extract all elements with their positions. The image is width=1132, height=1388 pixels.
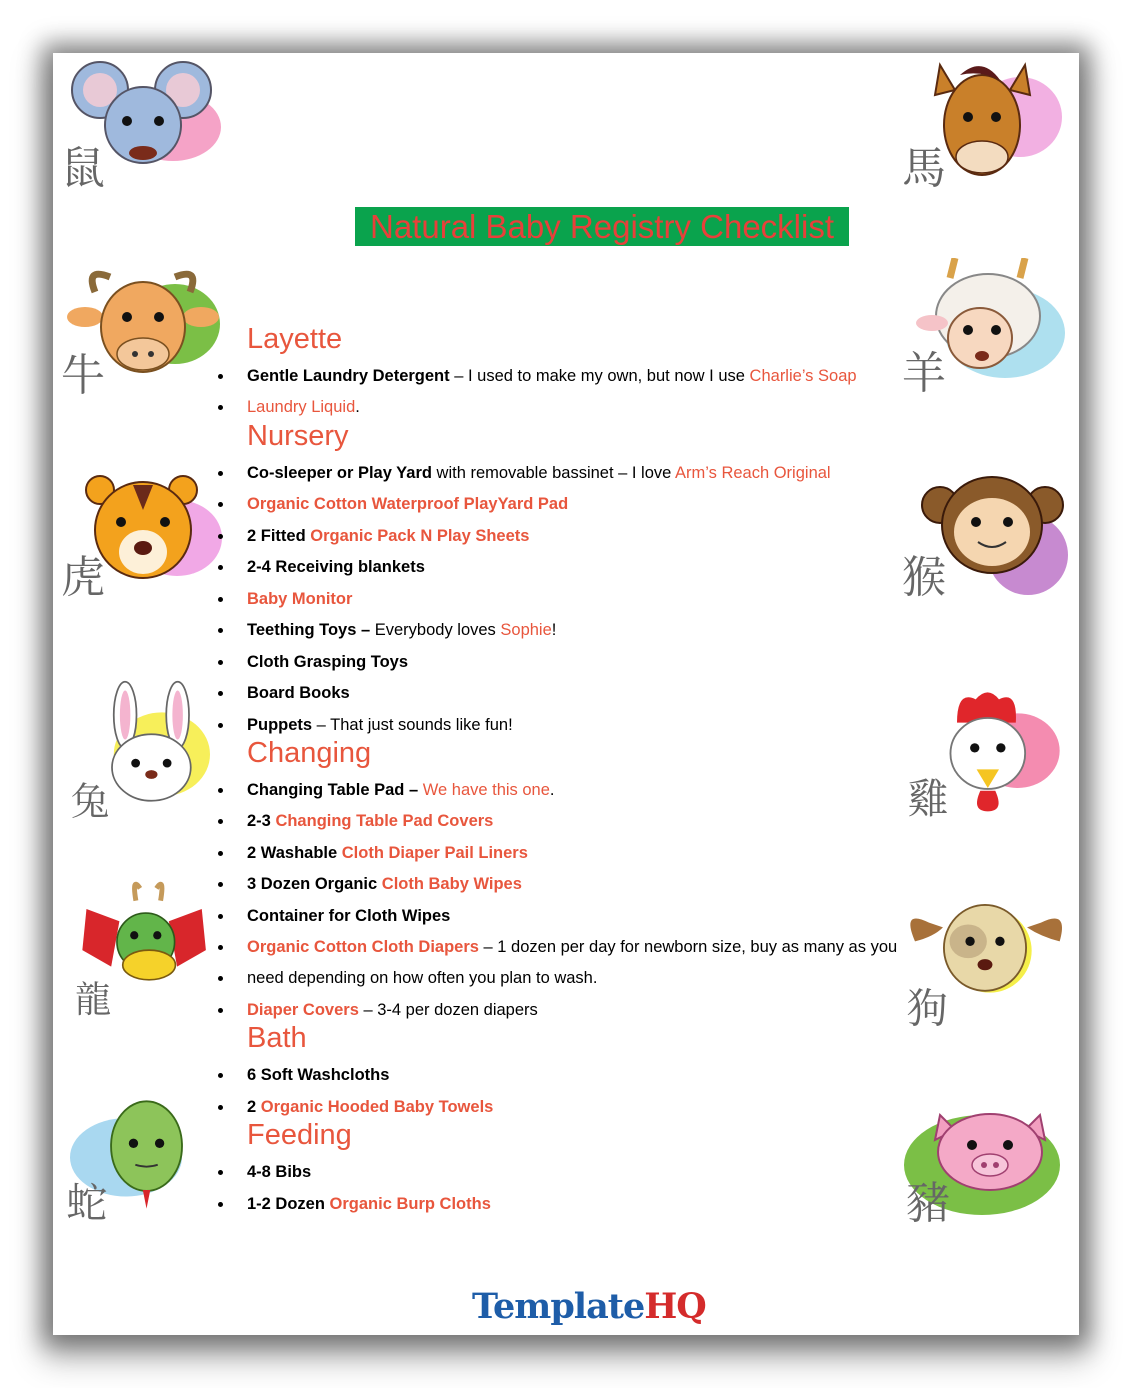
list-item: Organic Cotton Cloth Diapers – 1 dozen per day for newborn size, buy as many as you <box>247 932 897 963</box>
list-item: 2 Washable Cloth Diaper Pail Liners <box>247 838 528 869</box>
list-item: Teething Toys – Everybody loves Sophie! <box>247 615 556 646</box>
list-item: 3 Dozen Organic Cloth Baby Wipes <box>247 869 522 900</box>
list-item: Changing Table Pad – We have this one. <box>247 775 555 806</box>
templatehq-logo[interactable]: TemplateHQ <box>472 1286 706 1327</box>
arms-reach-link[interactable]: Arm’s Reach Original <box>675 464 831 482</box>
svg-text:牛: 牛 <box>61 350 105 401</box>
zodiac-glyph: 鼠 <box>61 143 105 194</box>
list-item: 2-4 Receiving blankets <box>247 552 425 583</box>
svg-text:虎: 虎 <box>61 552 105 603</box>
list-item-continuation: need depending on how often you plan to wash. <box>247 963 597 994</box>
section-heading-changing: Changing <box>247 737 372 769</box>
svg-text:馬: 馬 <box>902 143 946 194</box>
diaper-covers-link[interactable]: Diaper Covers <box>247 1001 359 1019</box>
charlies-soap-link[interactable]: Charlie’s Soap <box>749 367 857 385</box>
section-heading-feeding: Feeding <box>247 1119 352 1151</box>
svg-text:雞: 雞 <box>907 775 949 824</box>
changing-pad-link[interactable]: We have this one <box>418 781 550 799</box>
svg-text:狗: 狗 <box>906 984 948 1030</box>
hooded-towels-link[interactable]: Organic Hooded Baby Towels <box>260 1098 494 1116</box>
list-item: 2 Organic Hooded Baby Towels <box>247 1092 493 1123</box>
list-item <box>247 489 568 520</box>
list-item: Diaper Covers – 3-4 per dozen diapers <box>247 995 538 1026</box>
burp-cloths-link[interactable]: Organic Burp Cloths <box>329 1195 491 1213</box>
svg-text:龍: 龍 <box>74 977 112 1016</box>
list-item: Gentle Laundry Detergent – I used to make my own, but now I use Charlie’s Soap <box>247 361 857 392</box>
cloth-diapers-link[interactable]: Organic Cotton Cloth Diapers <box>247 938 479 956</box>
page-title: Natural Baby Registry Checklist <box>355 207 849 246</box>
cloth-wipes-link[interactable]: Cloth Baby Wipes <box>381 875 522 893</box>
list-item: 1-2 Dozen Organic Burp Cloths <box>247 1189 491 1220</box>
list-item: 2-3 Changing Table Pad Covers <box>247 806 493 837</box>
list-item: Container for Cloth Wipes <box>247 901 450 932</box>
baby-monitor-link[interactable]: Baby Monitor <box>247 590 353 608</box>
list-item <box>247 584 352 615</box>
list-item: Cloth Grasping Toys <box>247 647 408 678</box>
section-heading-layette: Layette <box>247 323 343 355</box>
svg-text:兔: 兔 <box>70 779 110 820</box>
list-item: Co-sleeper or Play Yard with removable bassinet – I love Arm’s Reach Original <box>247 458 831 489</box>
list-item: 6 Soft Washcloths <box>247 1060 389 1091</box>
list-item-continuation: Laundry Liquid. <box>247 392 360 423</box>
svg-text:豬: 豬 <box>906 1178 950 1229</box>
section-heading-nursery: Nursery <box>247 420 349 452</box>
sophie-link[interactable]: Sophie <box>500 621 552 639</box>
pad-covers-link[interactable]: Changing Table Pad Covers <box>275 812 494 830</box>
list-item: 4-8 Bibs <box>247 1157 311 1188</box>
laundry-liquid-link[interactable]: Laundry Liquid <box>247 398 356 416</box>
section-heading-bath: Bath <box>247 1022 307 1054</box>
svg-text:羊: 羊 <box>902 348 946 398</box>
list-item: Board Books <box>247 678 350 709</box>
list-item: 2 Fitted Organic Pack N Play Sheets <box>247 521 529 552</box>
svg-text:蛇: 蛇 <box>66 1179 108 1228</box>
pack-n-play-sheets-link[interactable]: Organic Pack N Play Sheets <box>310 527 530 545</box>
playyard-pad-link[interactable]: Organic Cotton Waterproof PlayYard Pad <box>247 495 569 513</box>
list-item: Puppets – That just sounds like fun! <box>247 710 513 741</box>
pail-liners-link[interactable]: Cloth Diaper Pail Liners <box>341 844 528 862</box>
svg-text:猴: 猴 <box>902 552 946 603</box>
